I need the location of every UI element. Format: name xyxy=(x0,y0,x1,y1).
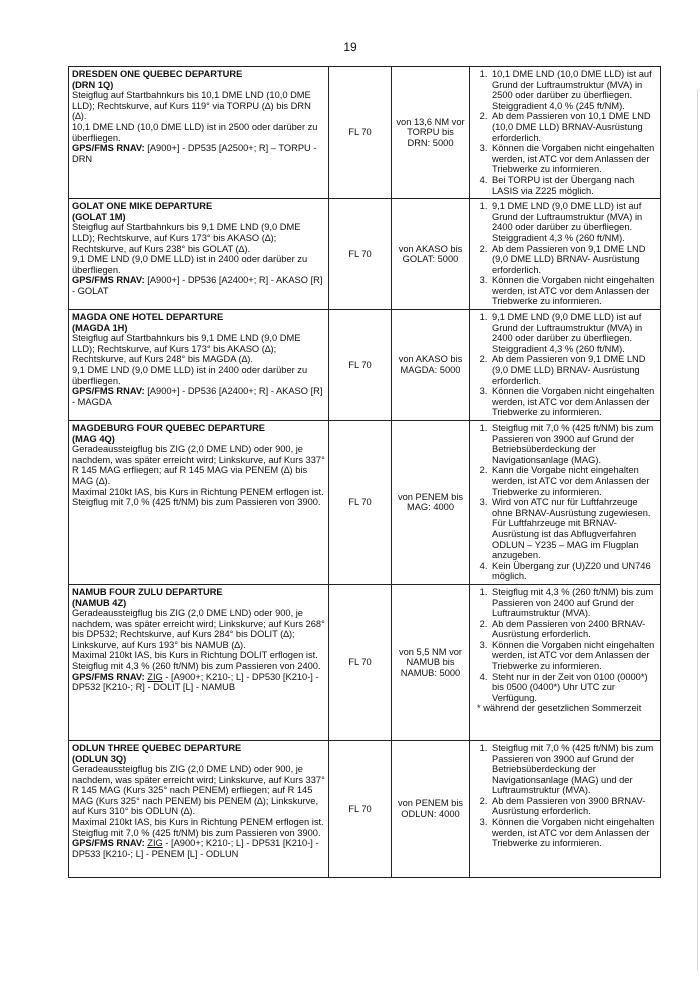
note-item: 1. 10,1 DME LND (10,0 DME LLD) ist auf Grund der Luftraumstruktur (MVA) in 2500 oder darüber zu überfliegen. Steiggradient 4,0 % (245 ft/NM). xyxy=(490,69,657,111)
procedure-instruction: Maximal 210kt IAS, bis Kurs in Richtung PENEM erflogen ist. xyxy=(72,817,324,828)
procedure-description xyxy=(69,740,329,877)
footnote: * während der gesetzlichen Sommerzeit xyxy=(477,703,642,714)
rnav-label: GPS/FMS RNAV: xyxy=(72,143,145,154)
altitude-restriction: von AKASO bis GOLAT: 5000 xyxy=(392,199,470,310)
note-item: 3. Können die Vorgaben nicht eingehalten werden, ist ATC vor dem Anlassen der Triebwerke zu informieren. xyxy=(490,143,657,175)
rnav-label: GPS/FMS RNAV: xyxy=(72,275,145,286)
rnav-label: GPS/FMS RNAV: xyxy=(72,386,145,397)
procedure-code: (ODLUN 3Q) xyxy=(72,753,127,764)
procedure-name: ODLUN THREE QUEBEC DEPARTURE xyxy=(72,742,242,753)
procedure-notes xyxy=(470,67,661,199)
procedure-code: (NAMUB 4Z) xyxy=(72,597,127,608)
note-item: 4. Bei TORPU ist der Übergang nach LASIS via Z225 möglich. xyxy=(490,175,657,196)
note-item: 3. Wird von ATC nur für Luftfahrzeuge ohne BRNAV-Ausrüstung zugewiesen. Für Luftfahrzeuge mit BRNAV-Ausrüstung ist das Abflugverfahren ODLUN – Y235 – MAG im Flugplan anzugeben. xyxy=(490,497,657,561)
page-edge-line xyxy=(697,90,698,970)
note-item: 2. Kann die Vorgabe nicht eingehalten werden, ist ATC vor dem Anlassen der Triebwerke zu informieren. xyxy=(490,465,657,497)
procedure-name: MAGDA ONE HOTEL DEPARTURE xyxy=(72,312,224,323)
rnav-route-text: - [A900+; K210-; L] - DP531 [K210-] - DP533 [K210-; L] - PENEM [L] - ODLUN xyxy=(72,838,319,859)
flight-level: FL 70 xyxy=(329,421,392,585)
procedure-code: (MAG 4Q) xyxy=(72,433,115,444)
procedure-instruction: 10,1 DME LND (10,0 DME LLD) ist in 2500 oder darüber zu überfliegen. xyxy=(72,121,318,143)
procedure-instruction: Maximal 210kt IAS, bis Kurs in Richtung DOLIT erflogen ist. xyxy=(72,650,318,661)
note-item: 3. Können die Vorgaben nicht eingehalten werden, ist ATC vor dem Anlassen der Triebwerke zu informieren. xyxy=(490,817,657,849)
procedure-notes xyxy=(470,584,661,740)
procedure-instruction: Steigflug auf Startbahnkurs bis 10,1 DME LND (10,0 DME LLD); Rechtskurve, auf Kurs 119° via TORPU (∆) bis DRN (∆). xyxy=(72,90,311,122)
procedure-instruction: Steigflug auf Startbahnkurs bis 9,1 DME LND (9,0 DME LLD); Rechtskurve, auf Kurs 173° bis AKASO (∆); Rechtskurve, auf Kurs 238° bis GOLAT (∆). xyxy=(72,222,301,254)
procedure-description xyxy=(69,67,329,199)
procedure-row xyxy=(69,421,661,585)
procedure-code: (MAGDA 1H) xyxy=(72,322,128,333)
note-item: 2. Ab dem Passieren von 9,1 DME LND (9,0 DME LLD) BRNAV- Ausrüstung erforderlich. xyxy=(490,244,657,276)
procedure-instruction: Geradeaussteigflug bis ZIG (2,0 DME LND) oder 900, je nachdem, was später erreicht wird; Linkskurve, auf Kurs 337° R 145 MAG (Kurs 325° nach PENEM) erfliegen; auf R 145 MAG (Kurs 325° nach PENEM) bis PENEM (∆); Linkskurve, auf Kurs 310° bis ODLUN (∆). xyxy=(72,764,325,817)
note-item: 1. Steigflug mit 7,0 % (425 ft/NM) bis zum Passieren von 3900 auf Grund der Betriebsüberdeckung der Navigationsanlage (MAG). xyxy=(490,423,657,465)
rnav-route-text: [A900+] - DP535 [A2500+; R] – TORPU - DRN xyxy=(72,143,317,164)
flight-level: FL 70 xyxy=(329,584,392,740)
procedure-name: NAMUB FOUR ZULU DEPARTURE xyxy=(72,586,223,597)
procedure-notes xyxy=(470,740,661,877)
rnav-route-text: [A900+] - DP536 [A2400+; R] - AKASO [R] - MAGDA xyxy=(72,386,323,407)
rnav-route xyxy=(72,838,325,859)
procedure-row xyxy=(69,67,661,199)
rnav-route xyxy=(72,386,325,407)
rnav-label: GPS/FMS RNAV: xyxy=(72,671,145,682)
rnav-route-text: [A900+] - DP536 [A2400+; R] - AKASO [R] - GOLAT xyxy=(72,275,323,296)
rnav-zig: ZIG xyxy=(147,838,163,849)
rnav-route xyxy=(72,143,325,164)
rnav-route-text: - [A900+; K210-; L] - DP530 [K210-] - DP532 [K210-; R] - DOLIT [L] - NAMUB xyxy=(72,671,319,693)
flight-level: FL 70 xyxy=(329,310,392,421)
procedure-row xyxy=(69,584,661,740)
note-item: 1. 9,1 DME LND (9,0 DME LLD) ist auf Grund der Luftraumstruktur (MVA) in 2400 oder darüber zu überfliegen. Steiggradient 4,3 % (260 ft/NM). xyxy=(490,312,657,354)
procedure-name: MAGDEBURG FOUR QUEBEC DEPARTURE xyxy=(72,423,266,433)
note-item: 1. 9,1 DME LND (9,0 DME LLD) ist auf Grund der Luftraumstruktur (MVA) in 2400 oder darüber zu überfliegen. Steiggradient 4,3 % (260 ft/NM). xyxy=(490,201,657,243)
altitude-restriction: von PENEM bis MAG: 4000 xyxy=(392,421,470,585)
procedure-description xyxy=(69,421,329,585)
note-item: 2. Ab dem Passieren von 10,1 DME LND (10,0 DME LLD) BRNAV-Ausrüstung erforderlich. xyxy=(490,111,657,143)
note-item: 3. Können die Vorgaben nicht eingehalten werden, ist ATC vor dem Anlassen der Triebwerke zu informieren. xyxy=(490,275,657,307)
procedure-instruction: Steigflug auf Startbahnkurs bis 9,1 DME LND (9,0 DME LLD); Rechtskurve, auf Kurs 173° bis AKASO (∆); Rechtskurve, auf Kurs 248° bis MAGDA (∆). xyxy=(72,333,301,365)
note-item: 1. Steigflug mit 7,0 % (425 ft/NM) bis zum Passieren von 3900 auf Grund der Betriebsüberdeckung der Navigationsanlage (MAG) und der Luftraumstruktur (MVA). xyxy=(490,743,657,796)
note-item: 3. Können die Vorgaben nicht eingehalten werden, ist ATC vor dem Anlassen der Triebwerke zu informieren. xyxy=(490,386,657,418)
note-item: 2. Ab dem Passieren von 9,1 DME LND (9,0 DME LLD) BRNAV- Ausrüstung erforderlich. xyxy=(490,354,657,386)
procedure-row xyxy=(69,740,661,877)
procedure-name: DRESDEN ONE QUEBEC DEPARTURE xyxy=(72,69,243,79)
procedure-notes xyxy=(470,421,661,585)
procedure-code: (DRN 1Q) xyxy=(72,79,114,90)
note-item: 2. Ab dem Passieren von 3900 BRNAV- Ausrüstung erforderlich. xyxy=(490,796,657,817)
procedure-instruction: Geradeaussteigflug bis ZIG (2,0 DME LND) oder 900, je nachdem, was später erreicht wird; Linkskurve; auf Kurs 268° bis DP532; Rechtskurve, auf Kurs 284° bis DOLIT (∆); Linkskurve, auf Kurs 193° bis NAMUB (∆). xyxy=(72,608,325,650)
procedure-instruction: Steigflug mit 7,0 % (425 ft/NM) bis zum Passieren von 3900. xyxy=(72,827,321,838)
altitude-restriction: von PENEM bis ODLUN: 4000 xyxy=(392,740,470,877)
procedure-instruction: Maximal 210kt IAS, bis Kurs in Richtung PENEM erflogen ist. xyxy=(72,486,324,497)
procedure-name: GOLAT ONE MIKE DEPARTURE xyxy=(72,201,213,212)
rnav-route xyxy=(72,275,325,296)
procedure-instruction: Geradeaussteigflug bis ZIG (2,0 DME LND) oder 900, je nachdem, was später erreicht wird; Linkskurve, auf Kurs 337° R 145 MAG erfliegen; auf R 145 MAG via PENEM (∆) bis MAG (∆). xyxy=(72,444,325,486)
departure-procedures-table xyxy=(68,66,661,878)
rnav-route xyxy=(72,672,325,693)
procedure-instruction: 9,1 DME LND (9,0 DME LLD) ist in 2400 oder darüber zu überfliegen. xyxy=(72,365,308,386)
procedure-notes xyxy=(470,310,661,421)
altitude-restriction: von 5,5 NM vor NAMUB bis NAMUB: 5000 xyxy=(392,584,470,740)
altitude-restriction: von 13,6 NM vor TORPU bis DRN: 5000 xyxy=(392,67,470,199)
procedure-instruction: Steigflug mit 7,0 % (425 ft/NM) bis zum Passieren von 3900. xyxy=(72,497,321,508)
procedure-instruction: 9,1 DME LND (9,0 DME LLD) ist in 2400 oder darüber zu überfliegen. xyxy=(72,254,308,275)
procedure-row xyxy=(69,199,661,310)
flight-level: FL 70 xyxy=(329,740,392,877)
note-item: 4. Kein Übergang zur (U)Z20 und UN746 möglich. xyxy=(490,561,657,582)
procedure-description xyxy=(69,310,329,421)
procedure-instruction: Steigflug mit 4,3 % (260 ft/NM) bis zum Passieren von 2400. xyxy=(72,661,321,672)
rnav-label: GPS/FMS RNAV: xyxy=(72,838,145,849)
note-item: 2. Ab dem Passieren von 2400 BRNAV-Ausrüstung erforderlich. xyxy=(490,619,657,640)
altitude-restriction: von AKASO bis MAGDA: 5000 xyxy=(392,310,470,421)
flight-level: FL 70 xyxy=(329,67,392,199)
note-item: 3. Können die Vorgaben nicht eingehalten werden, ist ATC vor dem Anlassen der Triebwerke zu informieren. xyxy=(490,640,657,672)
procedure-notes xyxy=(470,199,661,310)
procedure-description xyxy=(69,584,329,740)
rnav-zig: ZIG xyxy=(147,671,163,682)
note-item: 1. Steigflug mit 4,3 % (260 ft/NM) bis zum Passieren von 2400 auf Grund der Luftraumstruktur (MVA). xyxy=(490,587,657,619)
flight-level: FL 70 xyxy=(329,199,392,310)
procedure-row xyxy=(69,310,661,421)
note-item: 4. Steht nur in der Zeit von 0100 (0000*) bis 0500 (0400*) Uhr UTC zur Verfügung. xyxy=(490,672,657,704)
procedure-code: (GOLAT 1M) xyxy=(72,211,126,222)
page-number: 19 xyxy=(343,40,357,54)
procedure-description xyxy=(69,199,329,310)
